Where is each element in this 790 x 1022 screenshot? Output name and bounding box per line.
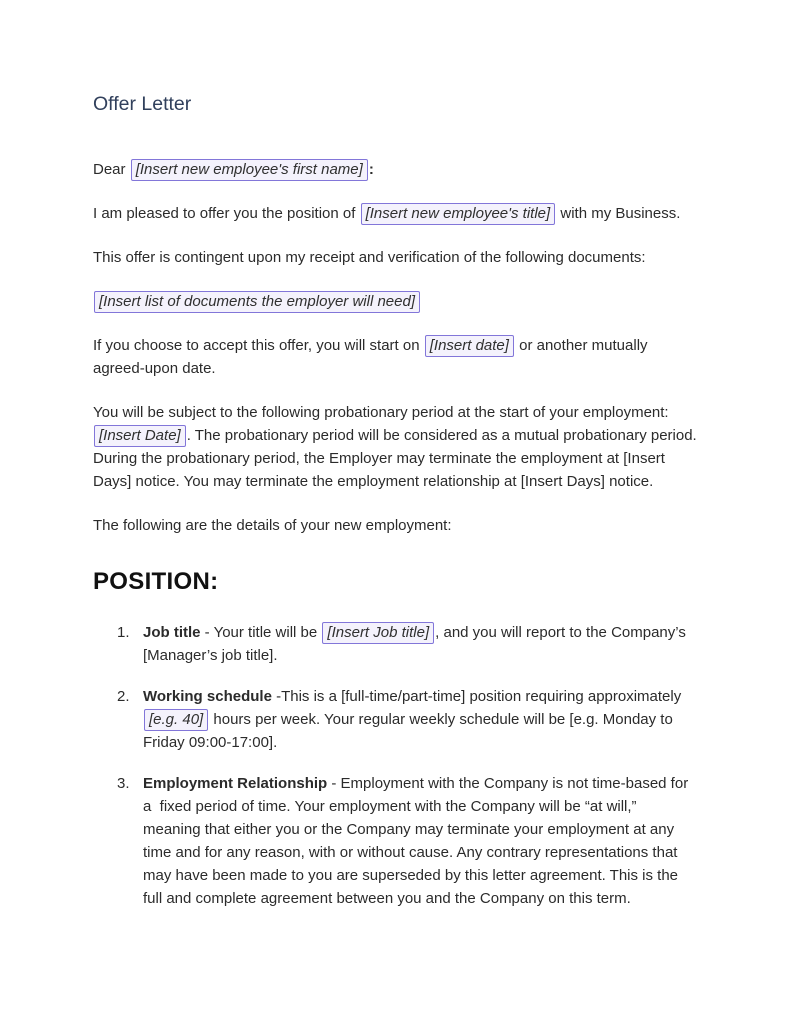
bold-text-run: Job title [143,624,201,641]
list-item-number: 1. [117,624,130,641]
list-item [93,685,697,754]
section-heading: POSITION: [93,568,219,595]
position-list [93,621,697,910]
list-item-number: 2. [117,688,130,705]
paragraph [93,158,697,181]
list-item-number: 3. [117,775,130,792]
placeholder-field[interactable]: [Insert Job title] [322,622,434,644]
paragraph [93,202,697,225]
bold-text-run: : [368,161,374,178]
text-run: - Employment with the Company is not time-based for a fixed period of time. Your employment with the Company will be “at will,” meaning that either you or the Company may terminate your employment at any time and for any reason, with or without cause. Any contrary representations that may have been made to you are superseded by this letter agreement. This is the full and complete agreement between you and the Company on this term. [143,775,693,907]
placeholder-field[interactable]: [Insert list of documents the employer will need] [94,291,420,313]
list-item [93,621,697,667]
placeholder-field[interactable]: [Insert new employee's title] [361,203,556,225]
document-body [93,158,701,910]
text-run: This offer is contingent upon my receipt and verification of the following documents: [93,249,646,266]
text-run: , and you will report to the Company’s [Manager’s job title]. [143,624,690,664]
placeholder-field[interactable]: [e.g. 40] [144,709,208,731]
text-run: I am pleased to offer you the position of [93,205,360,222]
text-run: If you choose to accept this offer, you will start on [93,337,424,354]
paragraph [93,514,697,537]
text-run: The following are the details of your new employment: [93,517,452,534]
paragraph [93,334,697,380]
bold-text-run: Employment Relationship [143,775,328,792]
placeholder-field[interactable]: [Insert date] [425,335,514,357]
paragraph [93,290,697,313]
text-run: . The probationary period will be considered as a mutual probationary period. During the probationary period, the Employer may terminate the employment at [Insert Days] notice. You may terminate the employment relationship at [Insert Days] notice. [93,427,701,490]
paragraph [93,401,701,493]
text-run: - Your title will be [200,624,322,641]
text-run: hours per week. Your regular weekly schedule will be [e.g. Monday to Friday 09:00-17:00]. [143,711,677,751]
text-run: You will be subject to the following probationary period at the start of your employment: [93,404,673,421]
text-run: or another mutually agreed-upon date. [93,337,652,377]
text-run: with my Business. [556,205,681,222]
text-run: -This is a [full-time/part-time] position requiring approximately [271,688,686,705]
bold-text-run: Working schedule [143,688,272,705]
placeholder-field[interactable]: [Insert Date] [94,425,186,447]
placeholder-field[interactable]: [Insert new employee's first name] [131,159,368,181]
document-title: Offer Letter [93,93,192,115]
paragraph [93,246,697,269]
text-run: Dear [93,161,130,178]
list-item [93,772,697,910]
